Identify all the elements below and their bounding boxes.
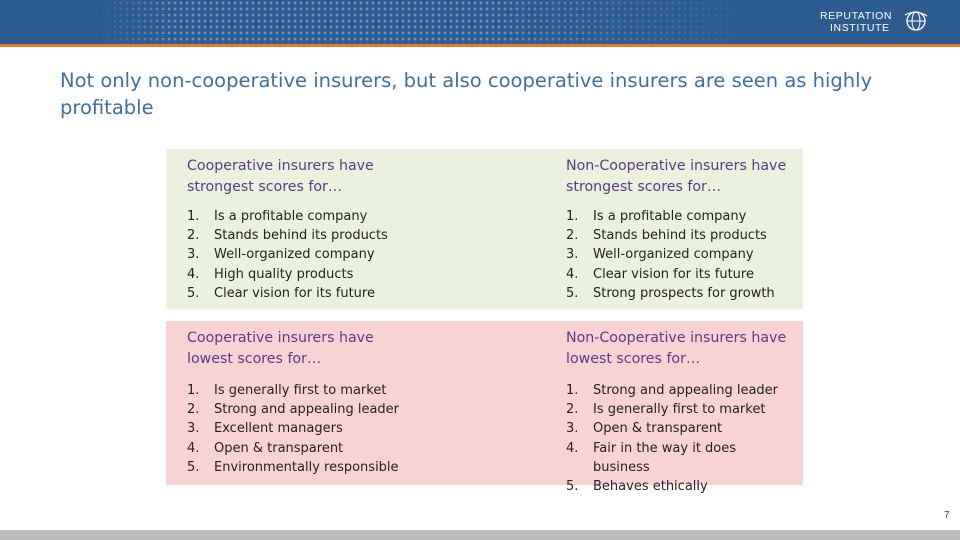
list-text: Is generally first to market <box>593 402 766 418</box>
noncooperative-strongest-list <box>566 207 783 303</box>
list-item <box>566 226 783 245</box>
list-number: 5. <box>187 285 200 301</box>
list-text: Is generally first to market <box>214 383 387 398</box>
list-text: Clear vision for its future <box>593 266 754 282</box>
list-text: Strong and appealing leader <box>214 402 400 418</box>
slide-title: Not only non-cooperative insurers, but also cooperative insurers are seen as highly profitable <box>60 69 873 119</box>
list-text: Stands behind its products <box>593 228 767 244</box>
list-number: 2. <box>187 228 200 244</box>
list-item <box>187 419 399 438</box>
list-number: 5. <box>566 285 579 301</box>
strongest-scores-panel <box>166 149 803 309</box>
list-item <box>187 284 388 303</box>
list-item <box>566 245 783 264</box>
list-number: 2. <box>566 228 579 244</box>
list-number: 3. <box>566 247 579 263</box>
list-number: 2. <box>187 402 200 418</box>
list-number: 3. <box>187 421 200 437</box>
list-item <box>566 419 783 438</box>
lowest-scores-panel <box>166 321 803 495</box>
list-item <box>187 207 388 226</box>
list-number: 3. <box>566 421 579 437</box>
list-number: 4. <box>187 266 200 282</box>
list-number: 3. <box>187 247 200 263</box>
list-number: 1. <box>566 209 579 224</box>
list-text: Excellent managers <box>214 421 343 437</box>
list-text: Is a profitable company <box>214 209 368 224</box>
cooperative-strongest-heading: Cooperative insurers have strongest scores for… <box>187 158 374 195</box>
list-text: Open & transparent <box>214 440 344 456</box>
list-text: Strong and appealing leader <box>593 383 779 398</box>
list-text: Environmentally responsible <box>214 459 399 475</box>
noncooperative-lowest-list <box>566 381 783 496</box>
globe-logo-icon <box>902 7 930 35</box>
list-item <box>187 439 399 458</box>
noncooperative-lowest-heading: Non-Cooperative insurers have lowest scores for… <box>566 330 787 367</box>
list-item <box>187 381 399 400</box>
world-dot-map <box>100 0 820 44</box>
cooperative-lowest-list <box>187 381 399 477</box>
brand-line2: INSTITUTE <box>830 22 890 34</box>
list-text: Stands behind its products <box>214 228 388 244</box>
list-text: Well-organized company <box>214 247 375 263</box>
footer-bar <box>0 530 960 540</box>
list-number: 1. <box>187 209 200 224</box>
cooperative-strongest-list <box>187 207 388 303</box>
noncooperative-strongest-heading: Non-Cooperative insurers have strongest scores for… <box>566 158 787 195</box>
list-text: Is a profitable company <box>593 209 747 224</box>
list-item <box>566 265 783 284</box>
list-item <box>566 400 783 419</box>
list-item <box>187 400 399 419</box>
list-number: 4. <box>566 440 579 456</box>
list-text: Well-organized company <box>593 247 754 263</box>
list-number: 4. <box>566 266 579 282</box>
list-text: Strong prospects for growth <box>593 285 775 301</box>
list-item <box>187 226 388 245</box>
list-number: 1. <box>187 383 200 398</box>
list-item <box>187 458 399 477</box>
list-item <box>566 439 783 477</box>
list-item <box>566 284 783 303</box>
list-number: 4. <box>187 440 200 456</box>
cooperative-lowest-heading: Cooperative insurers have lowest scores for… <box>187 330 374 367</box>
list-item <box>566 381 783 400</box>
list-item <box>566 207 783 226</box>
list-item <box>566 477 783 496</box>
accent-rule <box>0 44 960 47</box>
list-text: Behaves ethically <box>593 479 708 495</box>
list-text: Open & transparent <box>593 421 723 437</box>
list-number: 5. <box>187 459 200 475</box>
list-text: High quality products <box>214 266 354 282</box>
list-text: Fair in the way it does business <box>593 440 737 475</box>
header-band <box>0 0 960 44</box>
page-number: 7 <box>944 510 950 521</box>
list-item <box>187 265 388 284</box>
list-item <box>187 245 388 264</box>
brand-line1: REPUTATION <box>820 10 893 22</box>
list-number: 5. <box>566 479 579 495</box>
list-number: 1. <box>566 383 579 398</box>
list-text: Clear vision for its future <box>214 285 375 301</box>
brand-logo <box>820 6 930 38</box>
list-number: 2. <box>566 402 579 418</box>
